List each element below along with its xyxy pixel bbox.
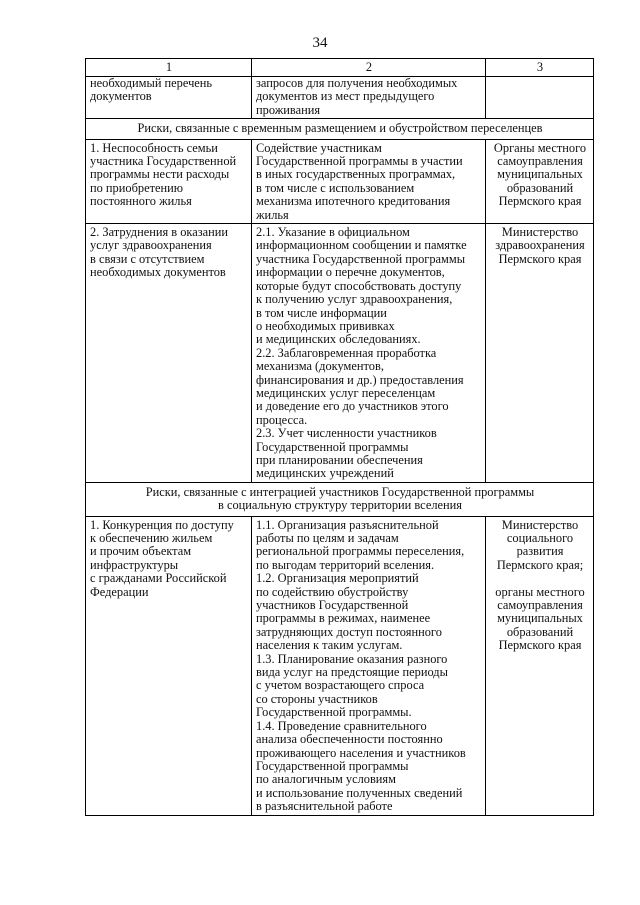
responsible-cell: Органы местного самоуправления муниципальных образований Пермского края xyxy=(486,139,594,223)
table-row xyxy=(86,224,594,483)
table-header-row xyxy=(86,59,594,77)
column-header-1: 1 xyxy=(86,59,252,77)
responsible-cell: Министерство социального развития Пермского края; органы местного самоуправления муниципальных образований Пермского края xyxy=(486,516,594,815)
measure-cell: Содействие участникам Государственной программы в участии в иных государственных программах, в том числе с использованием механизма ипотечного кредитования жилья xyxy=(252,139,486,223)
risk-table xyxy=(85,58,594,816)
page-number: 34 xyxy=(312,35,328,51)
risk-cell: 1. Конкуренция по доступу к обеспечению жильем и прочим объектам инфраструктуры с гражданами Российской Федерации xyxy=(86,516,252,815)
section-title: Риски, связанные с временным размещением и обустройством переселенцев xyxy=(86,119,594,139)
risk-cell: 1. Неспособность семьи участника Государственной программы нести расходы по приобретению постоянного жилья xyxy=(86,139,252,223)
measure-cell: 1.1. Организация разъяснительной работы по целям и задачам региональной программы переселения, по выгодам территорий вселения. 1.2. Организация мероприятий по содействию обустройству участников Государственной программы в режимах, наименее затрудняющих доступ постоянного населения к таким услугам. 1.3. Планирование оказания разного вида услуг на предстоящие периоды с учетом возрастающего спроса со стороны участников Государственной программы. 1.4. Проведение сравнительного анализа обеспеченности постоянно проживающего населения и участников Государственной программы по аналогичным условиям и использование полученных сведений в разъяснительной работе xyxy=(252,516,486,815)
section-title-row xyxy=(86,119,594,139)
risk-cell: необходимый перечень документов xyxy=(86,77,252,119)
measure-cell: запросов для получения необходимых документов из мест предыдущего проживания xyxy=(252,77,486,119)
table-row xyxy=(86,77,594,119)
risk-cell: 2. Затруднения в оказании услуг здравоохранения в связи с отсутствием необходимых документов xyxy=(86,224,252,483)
section-title: Риски, связанные с интеграцией участников Государственной программы в социальную структуру территории вселения xyxy=(86,482,594,516)
table-row xyxy=(86,139,594,223)
column-header-2: 2 xyxy=(252,59,486,77)
measure-cell: 2.1. Указание в официальном информационном сообщении и памятке участника Государственной программы информации о перечне документов, которые будут способствовать доступу к получению услуг здравоохранения, в том числе информации о необходимых прививках и медицинских обследованиях. 2.2. Заблаговременная проработка механизма (документов, финансирования и др.) предоставления медицинских услуг переселенцам и доведение его до участников этого процесса. 2.3. Учет численности участников Государственной программы при планировании обеспечения медицинских учреждений xyxy=(252,224,486,483)
column-header-3: 3 xyxy=(486,59,594,77)
responsible-cell: Министерство здравоохранения Пермского края xyxy=(486,224,594,483)
responsible-cell xyxy=(486,77,594,119)
section-title-row xyxy=(86,482,594,516)
table-row xyxy=(86,516,594,815)
